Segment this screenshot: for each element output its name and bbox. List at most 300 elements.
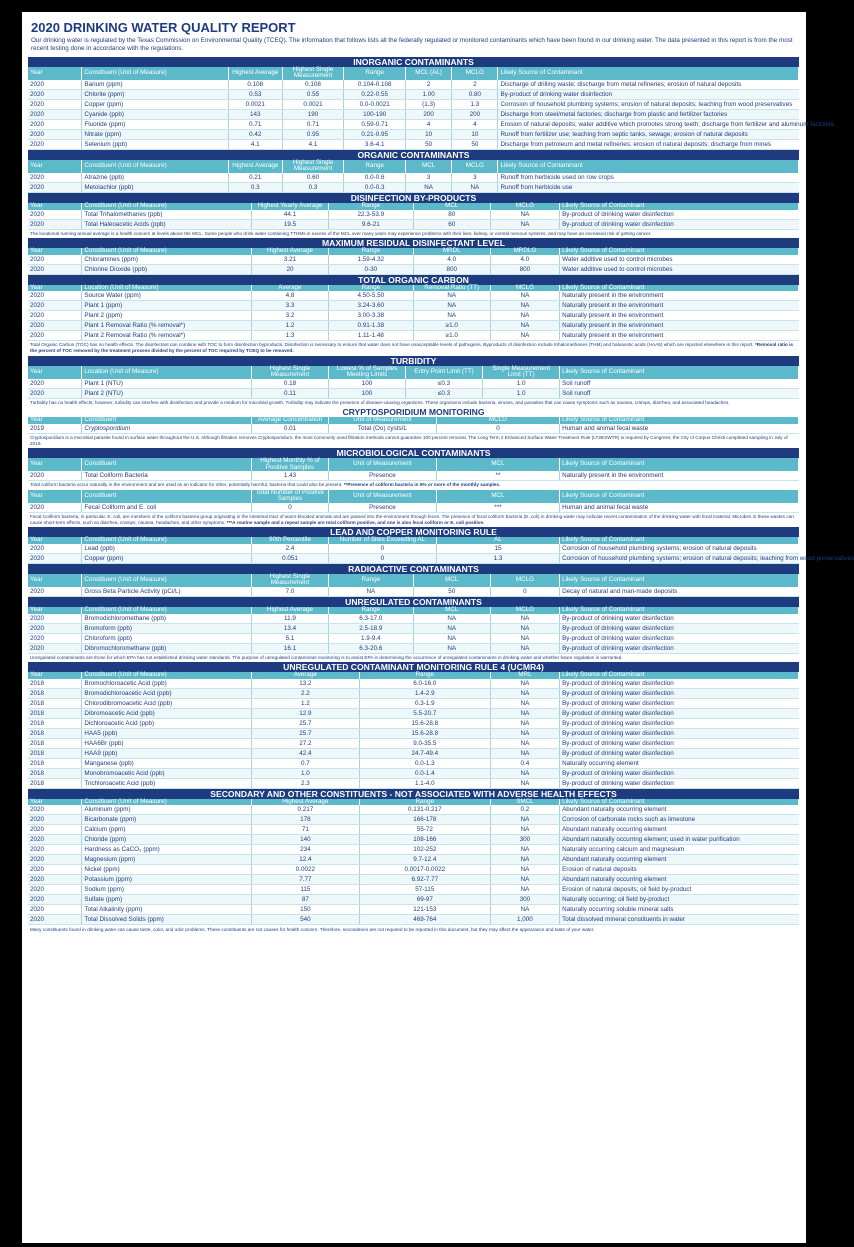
table-cell: 0.0-1.3 — [359, 758, 490, 768]
section-fecal — [28, 490, 799, 527]
section-title: CRYPTOSPORIDIUM MONITORING — [28, 407, 799, 417]
table-row — [28, 331, 799, 341]
table-cell: NA — [490, 210, 559, 220]
table-cell: NA — [490, 679, 559, 689]
report-sections — [22, 56, 854, 926]
table-cell: 2020 — [28, 553, 82, 563]
section-title: UNREGULATED CONTAMINANT MONITORING RULE 4 (UCMR4) — [28, 662, 799, 672]
header-row — [28, 67, 799, 80]
table-cell: Manganese (ppb) — [82, 758, 252, 768]
table-cell: HAA9 (ppb) — [82, 748, 252, 758]
table-cell: Plant 2 (NTU) — [82, 388, 252, 398]
table-cell: 4.1 — [228, 139, 282, 149]
column-header: Constituent (Unit of Measure) — [82, 799, 252, 806]
column-header: MCL — [406, 160, 452, 173]
table-cell: NA — [490, 614, 559, 624]
table-cell: Chlorite (ppm) — [82, 89, 228, 99]
table-cell: NA — [406, 182, 452, 192]
table-cell: 15.6-28.8 — [359, 718, 490, 728]
column-header: Constituent (Unit of Measure) — [82, 203, 252, 210]
note-text: Fecal Coliform bacteria, in particular, E. coli, are members of the coliform bacteria group originating in the intestinal tract of warm-blooded animals and are passed into the environment through feces. The presence of fecal coliform bacteria (E. coli) in drinking water may indicate recent contamination of the drinking water with fecal material. Microbes in these wastes can cause short-term effects, such as diarrhea, cramps, nausea, headaches, and other symptoms. — [30, 514, 794, 525]
table-row — [28, 264, 799, 274]
column-header: Unit of Measurement — [328, 490, 436, 503]
table-cell: 108-166 — [359, 835, 490, 845]
table-row — [28, 778, 799, 788]
table-cell: Potassium (ppm) — [82, 875, 252, 885]
table-cell: Abundant naturally occurring element; used in water purification — [560, 835, 799, 845]
section-title: RADIOACTIVE CONTAMINANTS — [28, 564, 799, 574]
table-row — [28, 321, 799, 331]
table-cell: 1.11-1.48 — [328, 331, 413, 341]
table-cell: 0 — [328, 544, 436, 554]
table-cell: By-product of drinking water disinfection — [560, 633, 799, 643]
column-header: Year — [28, 574, 82, 587]
table-cell: 55-72 — [359, 825, 490, 835]
column-header: Highest Yearly Average — [251, 203, 328, 210]
table-cell: NA — [490, 718, 559, 728]
table-cell: 2020 — [28, 210, 82, 220]
table-row — [28, 614, 799, 624]
table-row — [28, 758, 799, 768]
table-cell: NA — [490, 301, 559, 311]
table-row — [28, 471, 799, 481]
table-cell: Naturally present in the environment — [560, 321, 799, 331]
table-row — [28, 182, 799, 192]
header-row — [28, 285, 799, 292]
table-cell: 5.5-20.7 — [359, 708, 490, 718]
table-cell: 50 — [406, 139, 452, 149]
table-cell: 2020 — [28, 173, 82, 183]
column-header: MCLG — [490, 607, 559, 614]
column-header: Entry Point Limit (TT) — [406, 366, 483, 379]
table-cell: 2020 — [28, 835, 82, 845]
table-cell: Discharge of drilling waste; discharge from metal refineries; erosion of natural deposits — [498, 80, 799, 90]
column-header: Constituent — [82, 490, 252, 503]
data-table — [28, 458, 799, 481]
table-row — [28, 219, 799, 229]
table-cell: 2020 — [28, 643, 82, 653]
table-cell: 1.43 — [251, 471, 328, 481]
section-title: UNREGULATED CONTAMINANTS — [28, 597, 799, 607]
table-cell: 4 — [406, 119, 452, 129]
table-cell: 200 — [452, 109, 498, 119]
column-header: Constituent (Unit of Measure) — [82, 160, 228, 173]
column-header: Likely Source of Contaminant — [560, 285, 799, 292]
column-header: Highest Average — [228, 67, 282, 80]
column-header: MCLG — [452, 67, 498, 80]
table-cell: 50 — [452, 139, 498, 149]
table-cell: Decay of natural and man-made deposits — [560, 587, 799, 597]
table-cell: 2020 — [28, 587, 82, 597]
table-cell: 0.108 — [228, 80, 282, 90]
table-row — [28, 291, 799, 301]
table-cell: 0.95 — [282, 129, 344, 139]
column-header: Likely Source of Contaminant — [560, 672, 799, 679]
table-cell: Barium (ppm) — [82, 80, 228, 90]
table-cell: 0.71 — [228, 119, 282, 129]
table-cell: 2018 — [28, 679, 82, 689]
table-row — [28, 129, 799, 139]
table-row — [28, 424, 799, 434]
section-title: MAXIMUM RESIDUAL DISINFECTANT LEVEL — [28, 238, 799, 248]
table-row — [28, 544, 799, 554]
table-cell: By-product of drinking water disinfection — [560, 688, 799, 698]
table-cell: Runoff from herbicide used on row crops — [498, 173, 799, 183]
table-cell: 2020 — [28, 885, 82, 895]
table-cell: 0.108 — [282, 80, 344, 90]
column-header: MCL — [436, 458, 559, 471]
table-cell: 2020 — [28, 182, 82, 192]
table-cell: ≤0.3 — [406, 379, 483, 389]
section-toc — [28, 275, 799, 356]
table-cell: 0.42 — [228, 129, 282, 139]
table-cell: 0.104-0.108 — [344, 80, 406, 90]
table-cell: 9.0-35.5 — [359, 738, 490, 748]
table-row — [28, 255, 799, 265]
table-cell: Total (Oo) cysts/L — [328, 424, 436, 434]
table-cell: 10 — [452, 129, 498, 139]
section-crypto — [28, 407, 799, 448]
column-header: MCLG — [452, 160, 498, 173]
table-cell: Chloramines (ppm) — [82, 255, 252, 265]
table-cell: Naturally present in the environment — [560, 301, 799, 311]
table-cell: 0.22-0.55 — [344, 89, 406, 99]
table-cell: Bromochloroacetic Acid (ppb) — [82, 679, 252, 689]
table-row — [28, 311, 799, 321]
column-header: Range — [344, 67, 406, 80]
table-row — [28, 718, 799, 728]
section-title: INORGANIC CONTAMINANTS — [28, 57, 799, 67]
table-cell: NA — [490, 865, 559, 875]
table-cell: By-product of drinking water disinfection — [560, 768, 799, 778]
table-cell: 3.21 — [251, 255, 328, 265]
table-cell: 1.3 — [251, 331, 328, 341]
column-header: Constituent (Unit of Measure) — [82, 248, 252, 255]
table-cell: NA — [452, 182, 498, 192]
table-cell: Bromoform (ppb) — [82, 623, 252, 633]
table-cell: By-product of drinking water disinfection — [560, 643, 799, 653]
table-cell: Copper (ppm) — [82, 99, 228, 109]
section-ucmr4 — [28, 662, 799, 789]
data-table — [28, 65, 834, 150]
table-cell: By-product of drinking water disinfection — [560, 748, 799, 758]
column-header: Range — [359, 672, 490, 679]
column-header: MCL — [413, 574, 490, 587]
table-cell: Magnesium (ppm) — [82, 855, 252, 865]
column-header: Likely Source of Contaminant — [560, 203, 799, 210]
column-header: Likely Source of Contaminant — [560, 537, 799, 544]
table-cell: 100 — [328, 388, 405, 398]
section-title: SECONDARY AND OTHER CONSTITUENTS - NOT ASSOCIATED WITH ADVERSE HEALTH EFFECTS — [28, 789, 799, 799]
table-cell: 2020 — [28, 875, 82, 885]
column-header: Likely Source of Contaminant — [560, 248, 799, 255]
table-cell: 0.217 — [251, 805, 359, 815]
table-row — [28, 688, 799, 698]
section-title: TOTAL ORGANIC CARBON — [28, 275, 799, 285]
table-cell: NA — [490, 905, 559, 915]
table-cell: Monobromoacetic Acid (ppb) — [82, 768, 252, 778]
table-row — [28, 173, 799, 183]
table-cell: NA — [490, 643, 559, 653]
table-cell: 300 — [490, 895, 559, 905]
table-cell: NA — [490, 331, 559, 341]
table-cell: NA — [490, 885, 559, 895]
table-cell: NA — [490, 875, 559, 885]
column-header: MRL — [490, 672, 559, 679]
column-header: MRDL — [413, 248, 490, 255]
header-row — [28, 672, 799, 679]
table-cell: 7.77 — [251, 875, 359, 885]
note-emphasis: *Removal ratio is the percent of TOC removed by the treatment process divided by the percent of TOC required by TCEQ to be removed. — [30, 342, 793, 353]
header-row — [28, 458, 799, 471]
table-cell: 50 — [413, 587, 490, 597]
table-cell: Copper (ppm) — [82, 553, 252, 563]
table-cell: Source Water (ppm) — [82, 291, 252, 301]
table-cell: 87 — [251, 895, 359, 905]
column-header: Year — [28, 67, 82, 80]
table-cell: 0.0-0.6 — [344, 173, 406, 183]
column-header: Highest Single Measurement — [251, 574, 328, 587]
section-turbidity — [28, 356, 799, 408]
header-row — [28, 799, 799, 806]
note-text: Turbidity has no health effects; however, turbidity can interfere with disinfection and provide a medium for microbial growth. Turbidity may indicate the presence of disease-causing organisms. These organisms include bacteria, viruses, and parasites that can cause symptoms such as nausea, cramps, diarrhea, and associated headaches. — [30, 399, 730, 405]
table-cell: Total Coliform Bacteria — [82, 471, 252, 481]
table-cell: 0.11 — [251, 388, 328, 398]
table-cell: 0.051 — [251, 553, 328, 563]
table-cell: 540 — [251, 915, 359, 925]
table-cell: NA — [490, 768, 559, 778]
table-cell: 44.1 — [251, 210, 328, 220]
table-cell: Corrosion of carbonate rocks such as limestone — [560, 815, 799, 825]
table-cell: *** — [436, 503, 559, 513]
table-cell: 0.0022 — [251, 865, 359, 875]
table-cell: Abundant naturally occurring element — [560, 875, 799, 885]
column-header: Likely Source of Contaminant — [560, 574, 799, 587]
table-row — [28, 748, 799, 758]
table-row — [28, 875, 799, 885]
column-header: MCLG — [490, 203, 559, 210]
table-cell: Lead (ppb) — [82, 544, 252, 554]
table-cell: NA — [413, 633, 490, 643]
table-cell: NA — [490, 291, 559, 301]
table-cell: Sulfate (ppm) — [82, 895, 252, 905]
table-cell: 5.1 — [251, 633, 328, 643]
section-title: MICROBIOLOGICAL CONTAMINANTS — [28, 448, 799, 458]
table-cell: 800 — [413, 264, 490, 274]
table-cell: 2020 — [28, 895, 82, 905]
column-header: AL — [436, 537, 559, 544]
table-cell: Water additive used to control microbes — [560, 255, 799, 265]
table-cell: 2020 — [28, 119, 82, 129]
table-cell: 2018 — [28, 758, 82, 768]
column-header: Constituent (Unit of Measure) — [82, 537, 252, 544]
column-header: Likely Source of Contaminant — [560, 458, 799, 471]
table-cell: 1.3 — [436, 553, 559, 563]
table-cell: Total dissolved mineral constituents in water — [560, 915, 799, 925]
table-cell: 2018 — [28, 718, 82, 728]
table-cell: Total Haleoacetic Acids (ppb) — [82, 219, 252, 229]
table-cell: Human and animal fecal waste — [560, 503, 799, 513]
table-cell: 0.0-1.4 — [359, 768, 490, 778]
table-row — [28, 825, 799, 835]
column-header: MRDLG — [490, 248, 559, 255]
table-cell: 469-764 — [359, 915, 490, 925]
data-table — [28, 672, 799, 789]
column-header: Year — [28, 607, 82, 614]
table-cell: Fecal Coliform and E. coli — [82, 503, 252, 513]
table-cell: 2.4 — [251, 544, 328, 554]
column-header: Year — [28, 672, 82, 679]
table-cell: 9.7-12.4 — [359, 855, 490, 865]
table-cell: 0 — [490, 587, 559, 597]
table-cell: 2018 — [28, 728, 82, 738]
note-text: The locational running annual average is a health concern at levels above the MCL. Some people who drink water containing TTHMs in excess of the MCL over many years may experience problems with their liver, kidney, or central nervous systems, and may have an increased risk of getting cancer. — [30, 230, 652, 236]
column-header: Range — [328, 285, 413, 292]
table-cell: 0.4 — [490, 758, 559, 768]
table-row — [28, 738, 799, 748]
table-cell: 0.80 — [452, 89, 498, 99]
column-header: Year — [28, 285, 82, 292]
column-header: Unit of Measurement — [328, 458, 436, 471]
table-cell: Naturally occurring calcium and magnesium — [560, 845, 799, 855]
table-cell: 2020 — [28, 264, 82, 274]
table-cell: Chloride (ppm) — [82, 835, 252, 845]
table-cell: Naturally occurring; oil field by-product — [560, 895, 799, 905]
table-row — [28, 815, 799, 825]
column-header: MCLG — [490, 285, 559, 292]
table-cell: 3.24-3.60 — [328, 301, 413, 311]
table-cell: Naturally present in the environment — [560, 331, 799, 341]
table-cell: 2020 — [28, 471, 82, 481]
table-cell: By-product of drinking water disinfection — [560, 698, 799, 708]
table-cell: 150 — [251, 905, 359, 915]
table-cell: 2020 — [28, 915, 82, 925]
column-header: MCL — [413, 203, 490, 210]
table-cell: NA — [490, 708, 559, 718]
table-cell: 0.3-1.9 — [359, 698, 490, 708]
table-row — [28, 301, 799, 311]
table-cell: 0.59-0.71 — [344, 119, 406, 129]
table-cell: 25.7 — [251, 718, 359, 728]
table-cell: 0.21 — [228, 173, 282, 183]
table-cell: Naturally present in the environment — [560, 311, 799, 321]
section-title: ORGANIC CONTAMINANTS — [28, 150, 799, 160]
table-cell: NA — [413, 291, 490, 301]
section-title: LEAD AND COPPER MONITORING RULE — [28, 527, 799, 537]
table-cell: ≤0.3 — [406, 388, 483, 398]
column-header: MCL — [413, 607, 490, 614]
report-page — [22, 12, 854, 1243]
table-cell: 6.3-17.0 — [328, 614, 413, 624]
table-cell: 4 — [452, 119, 498, 129]
column-header: Likely Source of Contaminant — [560, 366, 799, 379]
table-cell: 2020 — [28, 845, 82, 855]
table-cell: 2020 — [28, 815, 82, 825]
column-header: Year — [28, 248, 82, 255]
column-header: Year — [28, 537, 82, 544]
table-cell: 0 — [436, 424, 559, 434]
table-cell: NA — [413, 311, 490, 321]
column-header: Range — [359, 799, 490, 806]
table-row — [28, 553, 799, 563]
data-table — [28, 417, 799, 434]
table-cell: 24.7-49.4 — [359, 748, 490, 758]
table-cell: 2020 — [28, 805, 82, 815]
table-row — [28, 895, 799, 905]
section-title: TURBIDITY — [28, 356, 799, 366]
table-cell: Presence — [328, 503, 436, 513]
table-cell: NA — [490, 855, 559, 865]
column-header: Highest Average — [251, 799, 359, 806]
column-header: Likely Source of Contaminant — [560, 490, 799, 503]
column-header: Highest Monthly % of Positive Samples — [251, 458, 328, 471]
table-cell: 4.1 — [282, 139, 344, 149]
table-cell: Nitrate (ppm) — [82, 129, 228, 139]
table-row — [28, 865, 799, 875]
table-cell: 13.2 — [251, 679, 359, 689]
section-disinfection — [28, 193, 799, 238]
table-cell: 3.3 — [251, 301, 328, 311]
table-cell: 12.9 — [251, 708, 359, 718]
table-cell: 2018 — [28, 778, 82, 788]
column-header: Highest Single Measurement — [282, 67, 344, 80]
table-cell: 2020 — [28, 255, 82, 265]
column-header: Year — [28, 490, 82, 503]
table-cell: 25.7 — [251, 728, 359, 738]
table-cell: 6.0-16.0 — [359, 679, 490, 689]
table-cell: 19.5 — [251, 219, 328, 229]
table-cell: Metolachlor (ppb) — [82, 182, 228, 192]
column-header: Highest Average — [228, 160, 282, 173]
table-row — [28, 89, 799, 99]
table-cell: 2020 — [28, 80, 82, 90]
column-header: Constituent — [82, 417, 252, 424]
report-intro: Our drinking water is regulated by the Texas Commission on Environmental Quality (TCEQ). The information that follows lists all the federally regulated or monitored contaminants which have been found in our drinking water. The data presented in this report is from the most recent testing done in accordance with the regulations. — [31, 37, 793, 53]
column-header: Range — [328, 203, 413, 210]
table-cell: 800 — [490, 264, 559, 274]
table-cell: 1.4-2.9 — [359, 688, 490, 698]
table-cell: 60 — [413, 219, 490, 229]
table-row — [28, 885, 799, 895]
table-cell: 115 — [251, 885, 359, 895]
table-cell: 2020 — [28, 865, 82, 875]
table-cell: NA — [490, 778, 559, 788]
note-text: Total coliform bacteria occur naturally in the environment and are used as an indicator for other, potentially harmful, bacteria that could also be present. — [30, 482, 343, 488]
section-secondary — [28, 789, 799, 926]
table-cell: 0-30 — [328, 264, 413, 274]
table-cell: Selenium (ppb) — [82, 139, 228, 149]
table-cell: 0.71 — [282, 119, 344, 129]
header-row — [28, 537, 799, 544]
table-cell: 2 — [452, 80, 498, 90]
table-cell: Cyanide (ppb) — [82, 109, 228, 119]
table-cell: 3 — [452, 173, 498, 183]
table-cell: 2020 — [28, 503, 82, 513]
table-row — [28, 905, 799, 915]
table-cell: 100-190 — [344, 109, 406, 119]
table-cell: 0.0021 — [282, 99, 344, 109]
table-cell: 2020 — [28, 544, 82, 554]
table-row — [28, 587, 799, 597]
table-cell: 0.0-0.0021 — [344, 99, 406, 109]
table-cell: 234 — [251, 845, 359, 855]
table-cell: 0.0021 — [228, 99, 282, 109]
table-row — [28, 768, 799, 778]
table-cell: 3 — [406, 173, 452, 183]
table-row — [28, 835, 799, 845]
data-table — [28, 366, 799, 399]
table-cell: Total Alkalinity (ppm) — [82, 905, 252, 915]
